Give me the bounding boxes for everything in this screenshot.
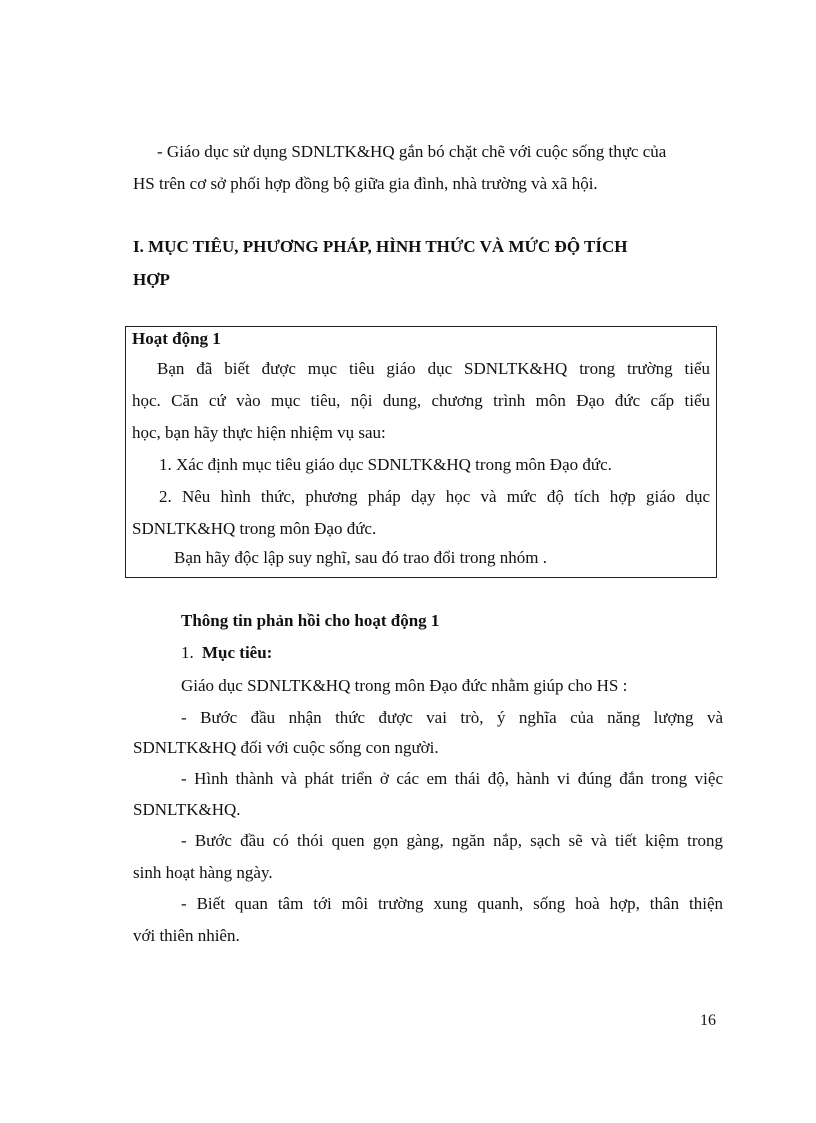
section-heading-line-1: I. MỤC TIÊU, PHƯƠNG PHÁP, HÌNH THỨC VÀ MỨC ĐỘ TÍCH (133, 237, 628, 256)
feedback-title: Thông tin phản hồi cho hoạt động 1 (181, 611, 440, 630)
feedback-item-heading (181, 643, 272, 663)
activity-task-1: 1. Xác định mục tiêu giáo dục SDNLTK&HQ trong môn Đạo đức. (159, 455, 612, 474)
intro-line-2: HS trên cơ sở phối hợp đồng bộ giữa gia đình, nhà trường và xã hội. (133, 174, 598, 193)
activity-line-3: học, bạn hãy thực hiện nhiệm vụ sau: (132, 423, 386, 442)
activity-line-2: học. Căn cứ vào mục tiêu, nội dung, chương trình môn Đạo đức cấp tiểu (132, 391, 710, 410)
feedback-line-8: với thiên nhiên. (133, 926, 240, 945)
activity-title: Hoạt động 1 (132, 329, 221, 348)
intro-line-1: - Giáo dục sử dụng SDNLTK&HQ gắn bó chặt chẽ với cuộc sống thực của (157, 142, 667, 161)
activity-task-2: 2. Nêu hình thức, phương pháp dạy học và mức độ tích hợp giáo dục (159, 487, 710, 506)
feedback-item-number: 1. (181, 643, 194, 662)
page-number: 16 (700, 1012, 716, 1029)
feedback-line-5: - Bước đầu có thói quen gọn gàng, ngăn nắp, sạch sẽ và tiết kiệm trong (181, 831, 723, 850)
feedback-line-3: - Hình thành và phát triển ở các em thái độ, hành vi đúng đắn trong việc (181, 769, 723, 788)
activity-task-2-cont: SDNLTK&HQ trong môn Đạo đức. (132, 519, 377, 538)
feedback-intro: Giáo dục SDNLTK&HQ trong môn Đạo đức nhằm giúp cho HS : (181, 676, 628, 695)
feedback-line-1: - Bước đầu nhận thức được vai trò, ý nghĩa của năng lượng và (181, 708, 723, 727)
feedback-line-6: sinh hoạt hàng ngày. (133, 863, 273, 882)
feedback-line-2: SDNLTK&HQ đối với cuộc sống con người. (133, 738, 439, 757)
activity-line-1: Bạn đã biết được mục tiêu giáo dục SDNLTK&HQ trong trường tiểu (157, 359, 710, 378)
section-heading-line-2: HỢP (133, 270, 170, 289)
activity-instruction: Bạn hãy độc lập suy nghĩ, sau đó trao đổi trong nhóm . (174, 548, 548, 567)
feedback-line-7: - Biết quan tâm tới môi trường xung quanh, sống hoà hợp, thân thiện (181, 894, 723, 913)
feedback-line-4: SDNLTK&HQ. (133, 800, 241, 819)
feedback-item-title: Mục tiêu: (202, 643, 273, 662)
